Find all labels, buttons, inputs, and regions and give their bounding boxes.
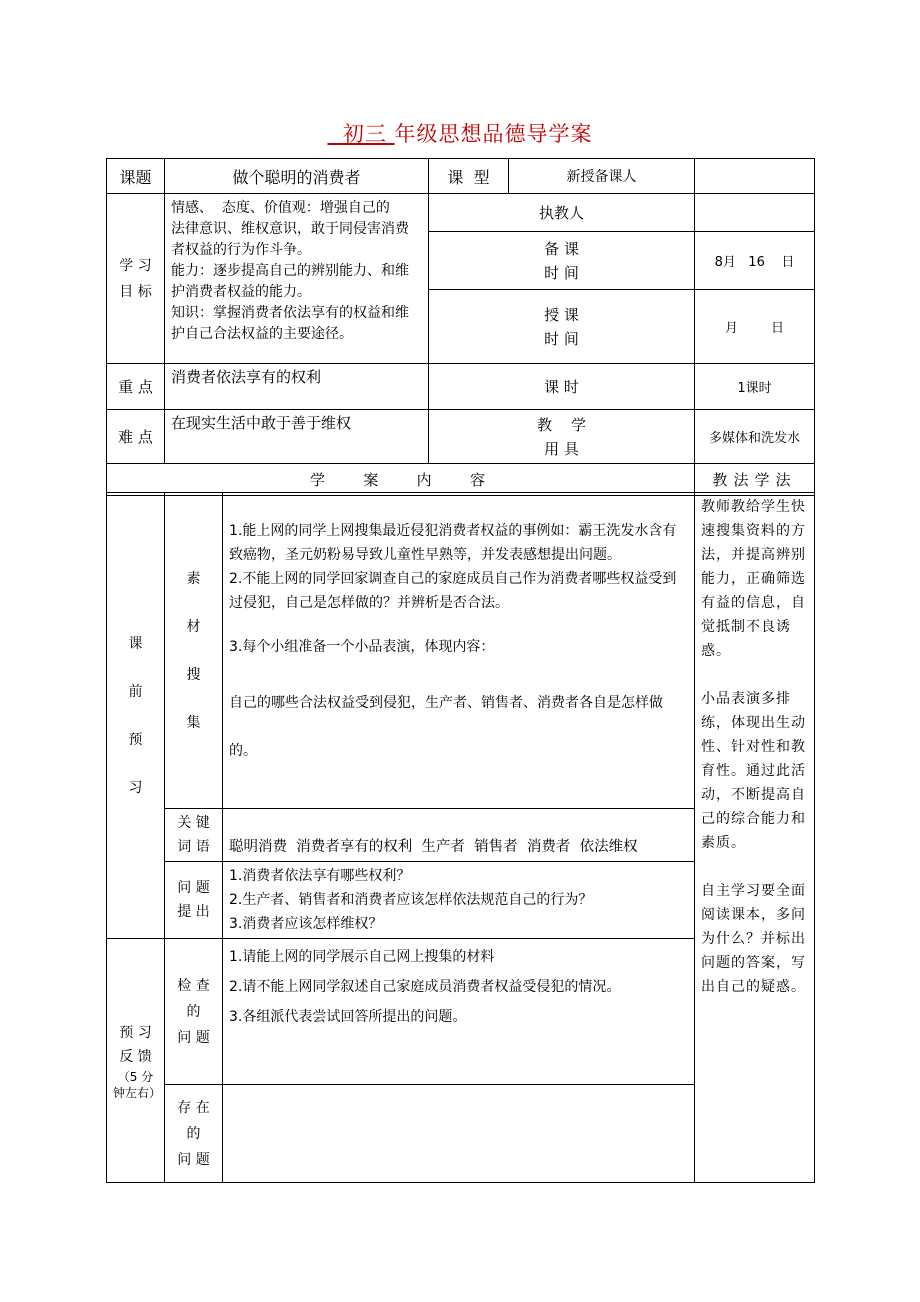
teacher-value — [695, 194, 815, 232]
prep-time-value: 8月 16 日 — [695, 232, 815, 290]
material-paragraph: 自己的哪些合法权益受到侵犯，生产者、销售者、消费者各自是怎样做的。 — [229, 695, 663, 759]
difficulty-label: 难 点 — [107, 410, 165, 464]
feedback-label — [107, 939, 165, 1183]
goal-line: 法律意识、维权意识，敢于同侵害消费 — [171, 221, 409, 237]
section-char: 习 — [128, 779, 143, 796]
title-grade: 初三 — [342, 122, 387, 146]
check-item: 1.请能上网的同学展示自己网上搜集的材料 — [229, 949, 495, 965]
goals-label-1: 学 习 — [119, 257, 152, 274]
content-heading: 学 案 内 容 — [107, 464, 695, 496]
method-notes — [695, 493, 815, 1183]
goal-line: 护自己合法权益的主要途径。 — [171, 326, 353, 342]
method-note: 小品表演多排练，体现出生动性、针对性和教育性。通过此活动，不断提高自己的综合能力和素质。 — [701, 691, 806, 851]
check-label-line: 问 题 — [177, 1029, 210, 1046]
keywords-label-1: 关 键 — [177, 815, 210, 831]
check-label-line: 的 — [186, 1003, 201, 1020]
exist-label — [165, 1085, 223, 1183]
goal-line: 能力：逐步提高自己的辨别能力、和维 — [171, 263, 409, 279]
section-char: 预 — [128, 731, 143, 748]
feedback-label-1: 预 习 — [119, 1024, 152, 1041]
main-table — [106, 492, 815, 1183]
question-item: 3.消费者应该怎样维权？ — [229, 916, 383, 932]
title-rest: 年级思想品德导学案 — [394, 122, 593, 146]
tools-value: 多媒体和洗发水 — [695, 410, 815, 464]
material-paragraph: 1.能上网的同学上网搜集最近侵犯消费者权益的事例如：霸王洗发水含有致癌物，圣元奶粉易导致儿童性早熟等，并发表感想提出问题。 — [229, 523, 677, 563]
teach-time-label — [429, 290, 695, 364]
check-label-line: 检 查 — [177, 977, 210, 994]
tools-label-1: 教 学 — [536, 415, 587, 434]
goal-line: 知识：掌握消费者依法享有的权益和维 — [171, 305, 409, 321]
teach-time-value: 月 日 — [695, 290, 815, 364]
goals-label-2: 目 标 — [119, 283, 152, 300]
feedback-label-3: （5 分 — [117, 1069, 154, 1084]
tools-label — [429, 410, 695, 464]
material-label — [165, 493, 223, 809]
question-item: 1.消费者依法享有哪些权利？ — [229, 868, 411, 884]
period-value: 1课时 — [695, 364, 815, 410]
page-title — [0, 118, 920, 148]
goal-line: 情感、 态度、价值观：增强自己的 — [171, 200, 390, 216]
questions-label — [165, 862, 223, 939]
keywords-label-2: 词 语 — [177, 839, 210, 855]
prep-time-label-2: 时 间 — [544, 263, 579, 282]
teacher-label: 执教人 — [429, 194, 695, 232]
key-label: 重 点 — [107, 364, 165, 410]
method-note: 自主学习要全面阅读课本，多问为什么？并标出问题的答案，写出自己的疑惑。 — [701, 883, 806, 995]
prep-time-label — [429, 232, 695, 290]
difficulty-value: 在现实生活中敢于善于维权 — [165, 410, 429, 464]
type-value: 新授备课人 — [509, 159, 695, 194]
type-extra — [695, 159, 815, 194]
material-content — [223, 493, 695, 809]
type-label: 课 型 — [429, 159, 509, 194]
feedback-label-2: 反 馈 — [119, 1048, 152, 1065]
check-list — [223, 939, 695, 1085]
feedback-label-4: 钟左右） — [113, 1085, 162, 1100]
method-note: 教师教给学生快速搜集资料的方法，并提高辨别能力，正确筛选有益的信息，自觉抵制不良诱惑。 — [701, 499, 806, 659]
exist-label-line: 问 题 — [177, 1151, 210, 1168]
teach-time-label-1: 授 课 — [544, 305, 579, 324]
question-item: 2.生产者、销售者和消费者应该怎样依法规范自己的行为？ — [229, 892, 593, 908]
teach-time-label-2: 时 间 — [544, 329, 579, 348]
goals-label — [107, 194, 165, 364]
material-char: 素 — [186, 570, 201, 587]
section-char: 前 — [128, 683, 143, 700]
material-char: 材 — [186, 618, 201, 635]
exist-label-line: 存 在 — [177, 1099, 210, 1116]
questions-label-1: 问 题 — [177, 880, 210, 896]
goal-line: 者权益的行为作斗争。 — [171, 242, 311, 258]
tools-label-2: 用 具 — [544, 439, 579, 458]
topic-label: 课题 — [107, 159, 165, 194]
goals-text — [165, 194, 429, 364]
period-label: 课 时 — [429, 364, 695, 410]
keywords-value: 聪明消费 消费者享有的权利 生产者 销售者 消费者 依法维权 — [223, 809, 695, 862]
material-paragraph: 2.不能上网的同学回家调查自己的家庭成员自己作为消费者哪些权益受到过侵犯，自己是怎样做的？并辨析是否合法。 — [229, 571, 677, 611]
header-table — [106, 158, 815, 496]
exist-label-line: 的 — [186, 1125, 201, 1142]
section-preview-label — [107, 493, 165, 939]
goal-line: 护消费者权益的能力。 — [171, 284, 311, 300]
exist-content — [223, 1085, 695, 1183]
questions-list — [223, 862, 695, 939]
key-value: 消费者依法享有的权利 — [165, 364, 429, 410]
material-char: 搜 — [186, 666, 201, 683]
material-paragraph: 3.每个小组准备一个小品表演，体现内容： — [229, 639, 495, 655]
method-heading: 教法学法 — [695, 464, 815, 496]
keywords-label — [165, 809, 223, 862]
material-char: 集 — [186, 714, 201, 731]
prep-time-label-1: 备 课 — [544, 239, 579, 258]
check-item: 2.请不能上网同学叙述自己家庭成员消费者权益受侵犯的情况。 — [229, 979, 621, 995]
questions-label-2: 提 出 — [177, 904, 210, 920]
check-item: 3.各组派代表尝试回答所提出的问题。 — [229, 1009, 467, 1025]
section-char: 课 — [128, 635, 143, 652]
check-label — [165, 939, 223, 1085]
topic-value: 做个聪明的消费者 — [165, 159, 429, 194]
